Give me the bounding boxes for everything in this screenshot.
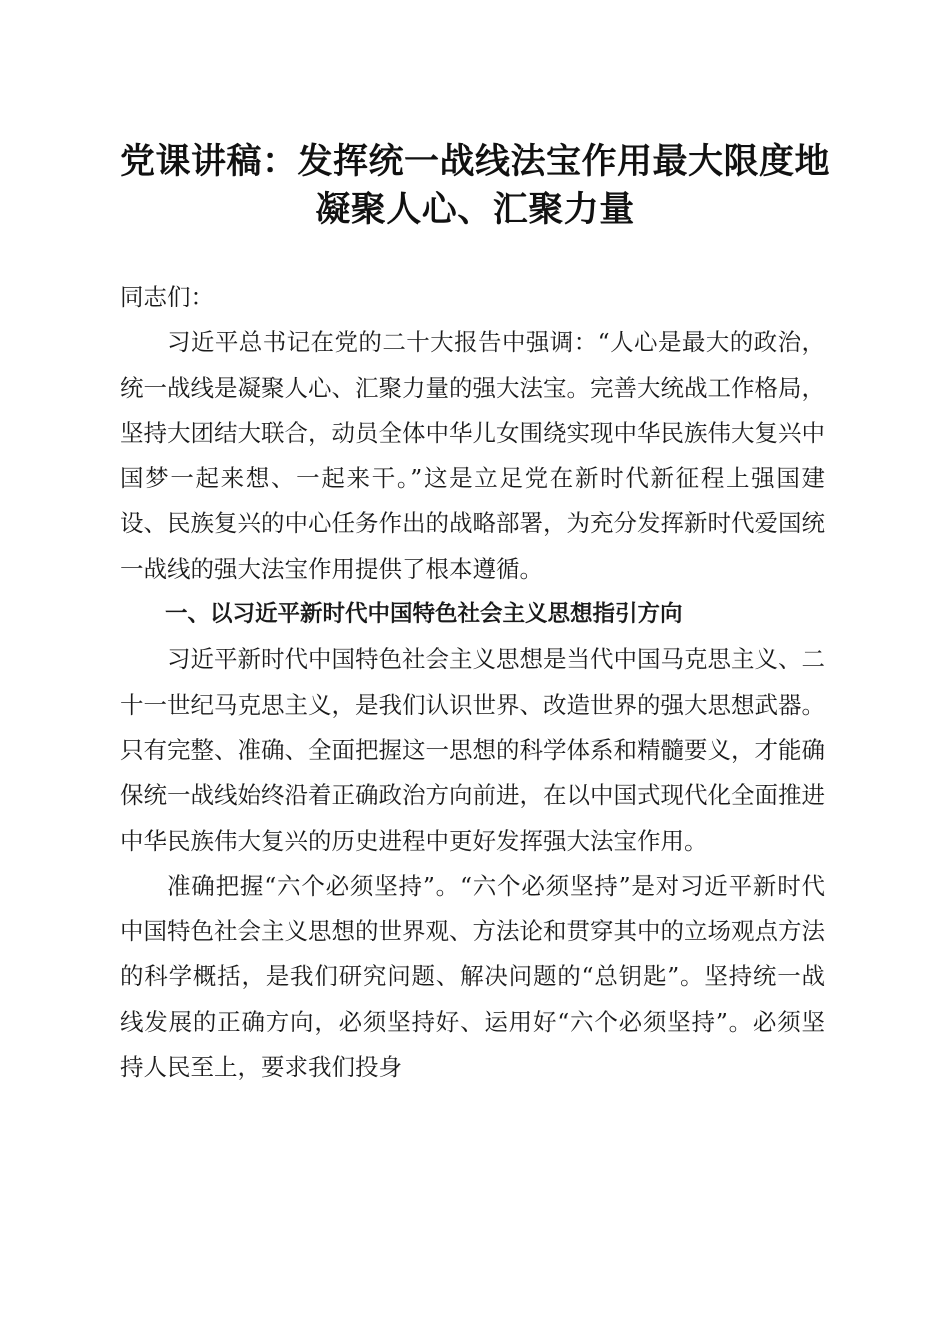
document-title: [100, 138, 850, 234]
title-line-1: 党课讲稿：发挥统一战线法宝作用最大限度地: [119, 141, 830, 182]
paragraph-six-musts: 准确把握“六个必须坚持”。“六个必须坚持”是对习近平新时代中国特色社会主义思想的世界观、方法论和贯穿其中的立场观点方法的科学概括，是我们研究问题、解决问题的“总钥匙”。坚持统一战线发展的正确方向，必须坚持好、运用好“六个必须坚持”。必须坚持人民至上，要求我们投身: [120, 871, 825, 1082]
paragraph-intro: 习近平总书记在党的二十大报告中强调：“人心是最大的政治，统一战线是凝聚人心、汇聚力量的强大法宝。完善大统战工作格局，坚持大团结大联合，动员全体中华儿女围绕实现中华民族伟大复兴中国梦一起来想、一起来干。”这是立足党在新时代新征程上强国建设、民族复兴的中心任务作出的战略部署，为充分发挥新时代爱国统一战线的强大法宝作用提供了根本遵循。: [120, 328, 825, 583]
section-heading-1: 一、以习近平新时代中国特色社会主义思想指引方向: [165, 601, 683, 628]
document-body: [120, 275, 825, 1090]
title-line-2: 凝聚人心、汇聚力量: [315, 189, 635, 230]
paragraph-thought: 习近平新时代中国特色社会主义思想是当代中国马克思主义、二十一世纪马克思主义，是我们认识世界、改造世界的强大思想武器。只有完整、准确、全面把握这一思想的科学体系和精髓要义，才能确保统一战线始终沿着正确政治方向前进，在以中国式现代化全面推进中华民族伟大复兴的历史进程中更好发挥强大法宝作用。: [120, 645, 825, 855]
salutation: 同志们：: [120, 283, 214, 311]
